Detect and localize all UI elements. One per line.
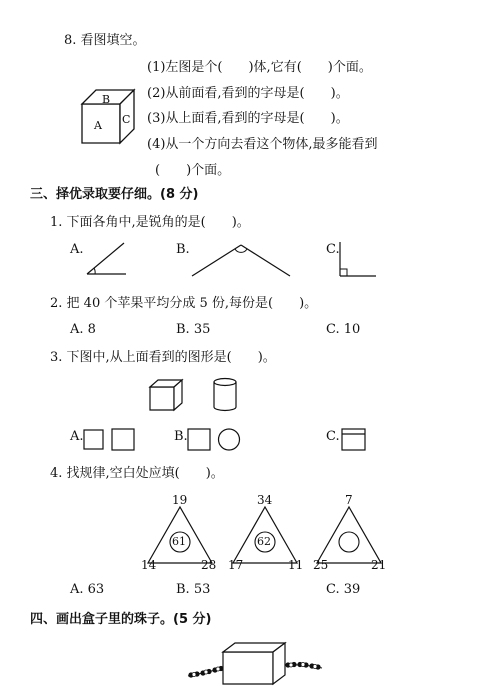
triangle-3-right: 21 [371, 558, 387, 572]
right-angle-figure [336, 240, 378, 280]
obtuse-angle-figure [189, 240, 293, 280]
q2-option-b: B. 35 [176, 322, 211, 337]
triangle-2-left: 17 [228, 558, 244, 572]
q8-line-3: (3)从上面看,看到的字母是( )。 [147, 111, 349, 126]
cylinder-figure [211, 377, 239, 413]
q4-option-a: A. 63 [70, 582, 105, 597]
triangle-2-center: 62 [257, 535, 271, 548]
q8-line-5: ( )个面。 [155, 163, 231, 178]
bead-box-figure [185, 640, 325, 691]
q3-option-b-label: B. [174, 429, 188, 444]
q1-option-a-label: A. [70, 242, 84, 257]
triangle-2-top: 34 [257, 493, 273, 507]
q3-option-a-label: A. [70, 429, 84, 444]
triangle-1-center: 61 [172, 535, 186, 548]
q8-line-1: (1)左图是个( )体,它有( )个面。 [147, 60, 372, 75]
q3-text: 3. 下图中,从上面看到的图形是( )。 [50, 350, 276, 365]
q1-option-b-label: B. [176, 242, 190, 257]
triangle-1-left: 14 [141, 558, 157, 572]
cube-face-top: B [102, 93, 111, 106]
cube-3d-figure [148, 378, 184, 412]
triangle-2-right: 11 [288, 558, 304, 572]
cube-face-side: C [122, 113, 131, 126]
q3-option-c-label: C. [326, 429, 340, 444]
cube-face-front: A [94, 119, 102, 132]
q4-option-c: C. 39 [326, 582, 361, 597]
acute-angle-figure [84, 240, 128, 278]
triangle-1-right: 28 [201, 558, 217, 572]
pattern-triangle-3 [315, 505, 383, 565]
section4-heading: 四、画出盒子里的珠子。(5 分) [30, 612, 212, 627]
triangle-1-top: 19 [172, 493, 188, 507]
q1-option-c-label: C. [326, 242, 340, 257]
q4-text: 4. 找规律,空白处应填( )。 [50, 466, 224, 481]
q2-text: 2. 把 40 个苹果平均分成 5 份,每份是( )。 [50, 296, 318, 311]
q8-title: 8. 看图填空。 [64, 33, 146, 48]
q8-line-4: (4)从一个方向去看这个物体,最多能看到 [147, 137, 378, 152]
q8-line-2: (2)从前面看,看到的字母是( )。 [147, 86, 349, 101]
q2-option-a: A. 8 [70, 322, 96, 337]
q3-option-a-shapes [83, 428, 137, 452]
q3-option-c-shape [341, 428, 367, 452]
section3-heading: 三、择优录取要仔细。(8 分) [30, 187, 199, 202]
triangle-3-top: 7 [345, 493, 353, 507]
q3-option-b-shapes [187, 428, 243, 452]
q4-option-b: B. 53 [176, 582, 211, 597]
q1-text: 1. 下面各角中,是锐角的是( )。 [50, 215, 250, 230]
q2-option-c: C. 10 [326, 322, 361, 337]
triangle-3-left: 25 [313, 558, 329, 572]
